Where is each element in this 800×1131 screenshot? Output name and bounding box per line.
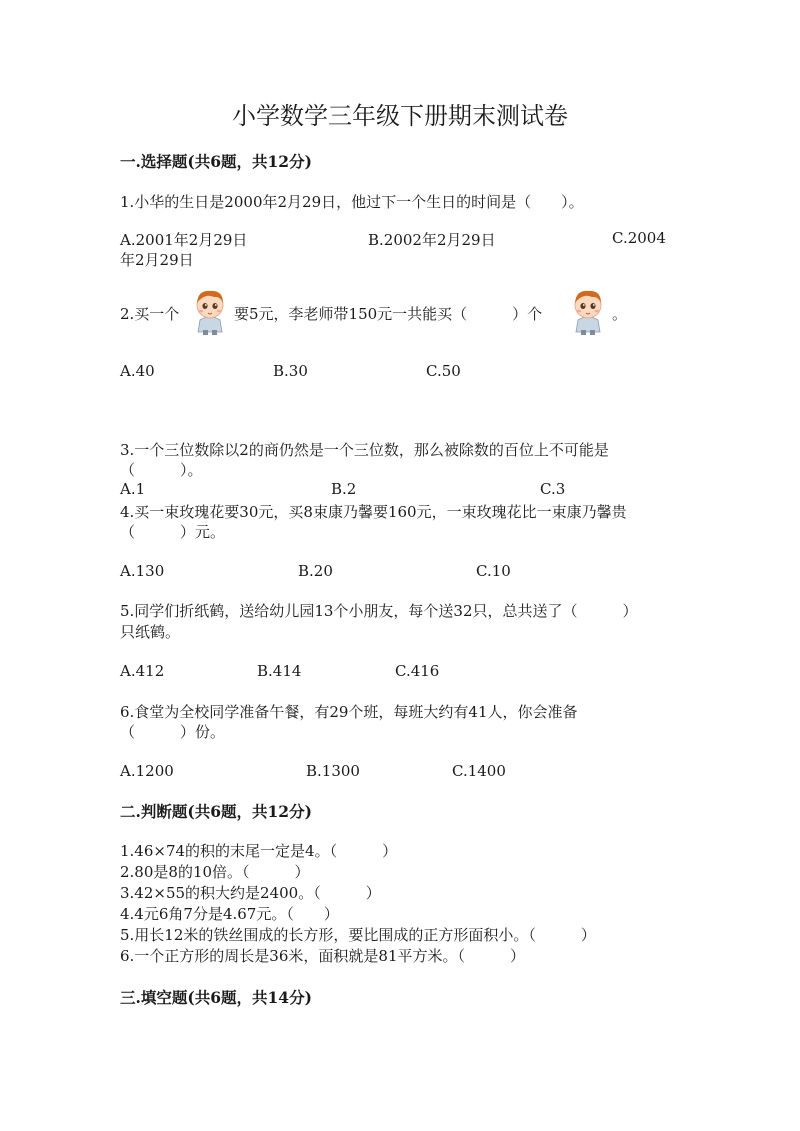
question-4-option-c: C.10: [476, 562, 511, 580]
question-1-option-b: B.2002年2月29日: [368, 231, 496, 249]
question-3-option-a: A.1: [120, 480, 146, 498]
question-5-text-line2: 只纸鹤。: [120, 623, 181, 641]
question-5-option-b: B.414: [257, 662, 302, 680]
question-4-option-a: A.130: [120, 562, 165, 580]
question-5-text: 5.同学们折纸鹤，送给幼儿园13个小朋友，每个送32只，总共送了（ ）: [120, 602, 638, 620]
judgment-item: 6.一个正方形的周长是36米，面积就是81平方米。（ ）: [120, 947, 525, 965]
judgment-item: 1.46×74的积的末尾一定是4。（ ）: [120, 842, 398, 860]
judgment-item: 5.用长12米的铁丝围成的长方形，要比围成的正方形面积小。（ ）: [120, 926, 596, 944]
question-4-text-line2: （ ）元。: [120, 523, 226, 541]
question-1-option-c: C.2004: [612, 229, 666, 247]
question-2-text-part1: 2.买一个: [120, 305, 180, 323]
question-1-option-a: A.2001年2月29日: [120, 231, 248, 249]
section-heading-choice: 一.选择题(共6题，共12分): [120, 152, 312, 171]
cartoon-boy-icon: [568, 286, 608, 336]
question-6-option-c: C.1400: [452, 762, 506, 780]
question-6-option-a: A.1200: [120, 762, 174, 780]
question-3-text: 3.一个三位数除以2的商仍然是一个三位数，那么被除数的百位上不可能是: [120, 441, 609, 459]
cartoon-boy-icon: [190, 286, 230, 336]
question-3-option-c: C.3: [540, 480, 566, 498]
section-heading-judgment: 二.判断题(共6题，共12分): [120, 802, 312, 821]
question-6-option-b: B.1300: [306, 762, 360, 780]
question-2-text-part2: 要5元，李老师带150元一共能买（ ）个: [234, 305, 543, 323]
question-2-option-c: C.50: [426, 362, 461, 380]
question-1-text: 1.小华的生日是2000年2月29日，他过下一个生日的时间是（ ）。: [120, 193, 584, 211]
question-5-option-a: A.412: [120, 662, 165, 680]
question-2-option-b: B.30: [273, 362, 308, 380]
question-3-option-b: B.2: [331, 480, 357, 498]
question-4-text: 4.买一束玫瑰花要30元，买8束康乃馨要160元，一束玫瑰花比一束康乃馨贵: [120, 503, 627, 521]
section-heading-fill-in: 三.填空题(共6题，共14分): [120, 988, 312, 1007]
question-6-text: 6.食堂为全校同学准备午餐，有29个班，每班大约有41人，你会准备: [120, 703, 578, 721]
question-2-text-part3: 。: [612, 305, 628, 323]
question-2-option-a: A.40: [120, 362, 155, 380]
page-title: 小学数学三年级下册期末测试卷: [232, 102, 568, 130]
question-5-option-c: C.416: [395, 662, 440, 680]
judgment-item: 3.42×55的积大约是2400。（ ）: [120, 884, 381, 902]
question-1-option-c-continued: 年2月29日: [120, 251, 194, 269]
question-6-text-line2: （ ）份。: [120, 723, 226, 741]
question-3-text-line2: （ ）。: [120, 461, 203, 479]
judgment-item: 2.80是8的10倍。（ ）: [120, 863, 310, 881]
question-4-option-b: B.20: [298, 562, 333, 580]
judgment-item: 4.4元6角7分是4.67元。（ ）: [120, 905, 339, 923]
